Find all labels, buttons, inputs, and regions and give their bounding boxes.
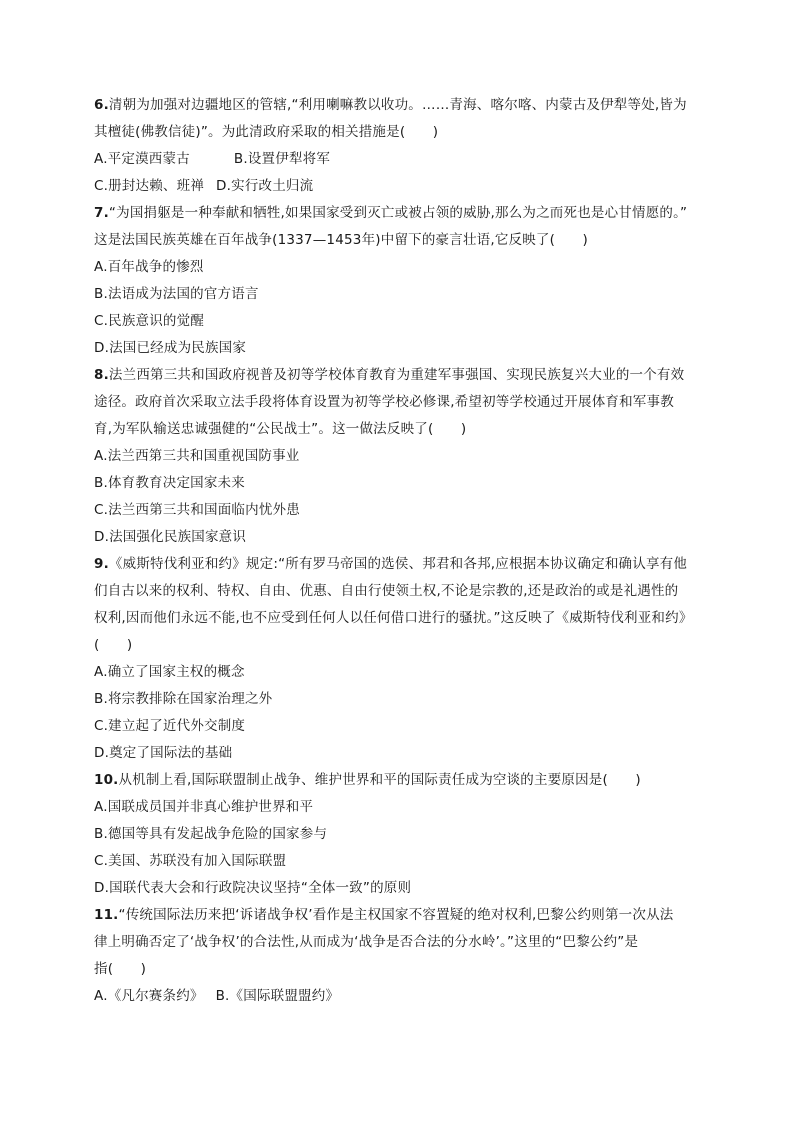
answer-option: D.国联代表大会和行政院决议坚持“全体一致”的原则: [94, 880, 412, 896]
answer-option: B.《国际联盟盟约》: [215, 988, 340, 1004]
question-text-line: [94, 416, 714, 443]
question-10: [94, 767, 714, 902]
question-number: 8.: [94, 367, 109, 383]
answer-option: A.确立了国家主权的概念: [94, 664, 245, 680]
answer-option: B.将宗教排除在国家治理之外: [94, 691, 273, 707]
answer-option: B.体育教育决定国家未来: [94, 475, 245, 491]
option-row: [94, 146, 714, 173]
answer-option: B.德国等具有发起战争危险的国家参与: [94, 826, 328, 842]
question-9: [94, 551, 714, 767]
option-row: [94, 740, 714, 767]
question-text-line: [94, 956, 714, 983]
question-text: 清朝为加强对边疆地区的管辖,“利用喇嘛教以收功。……青海、喀尔喀、内蒙古及伊犁等处,皆为: [108, 97, 687, 113]
question-text-line: [94, 119, 714, 146]
answer-option: D.法国强化民族国家意识: [94, 529, 247, 545]
question-number: 7.: [94, 205, 109, 221]
question-8: [94, 362, 714, 551]
question-number: 9.: [94, 556, 109, 572]
answer-option: D.奠定了国际法的基础: [94, 745, 233, 761]
answer-option: B.法语成为法国的官方语言: [94, 286, 259, 302]
question-text-line: [94, 632, 714, 659]
option-row: [94, 821, 714, 848]
question-6: [94, 92, 714, 200]
question-text-line: [94, 551, 714, 578]
question-text-line: [94, 362, 714, 389]
option-row: [94, 254, 714, 281]
question-text: ( ): [94, 637, 133, 653]
question-number: 6.: [94, 97, 109, 113]
question-7: [94, 200, 714, 362]
option-row: [94, 308, 714, 335]
question-number: 10.: [94, 772, 119, 788]
question-text: 律上明确否定了‘战争权’的合法性,从而成为‘战争是否合法的分水岭’。”这里的“巴黎公约”是: [94, 934, 639, 950]
answer-option: A.平定漠西蒙古: [94, 151, 190, 167]
question-text: 这是法国民族英雄在百年战争(1337—1453年)中留下的豪言壮语,它反映了( ): [94, 232, 588, 248]
question-text: 《威斯特伐利亚和约》规定:“所有罗马帝国的选侯、邦君和各邦,应根据本协议确定和确认享有他: [108, 556, 688, 572]
question-text-line: [94, 605, 714, 632]
answer-option: D.法国已经成为民族国家: [94, 340, 247, 356]
answer-option: A.百年战争的惨烈: [94, 259, 204, 275]
option-row: [94, 794, 714, 821]
question-text-line: [94, 200, 714, 227]
option-row: [94, 713, 714, 740]
option-row: [94, 335, 714, 362]
option-row: [94, 281, 714, 308]
question-text-line: [94, 227, 714, 254]
question-text-line: [94, 902, 714, 929]
answer-option: A.国联成员国并非真心维护世界和平: [94, 799, 314, 815]
question-text: 其檀徒(佛教信徒)”。为此清政府采取的相关措施是( ): [94, 124, 439, 140]
option-row: [94, 470, 714, 497]
question-text: 权利,因而他们永远不能,也不应受到任何人以任何借口进行的骚扰。”这反映了《威斯特伐利亚和约》: [94, 610, 693, 626]
option-row: [94, 497, 714, 524]
answer-option: A.《凡尔赛条约》: [94, 988, 204, 1004]
question-text: 们自古以来的权利、特权、自由、优惠、自由行使领土权,不论是宗教的,还是政治的或是礼遇性的: [94, 583, 679, 599]
answer-option: C.建立起了近代外交制度: [94, 718, 246, 734]
answer-option: B.设置伊犁将军: [233, 151, 331, 167]
question-text-line: [94, 92, 714, 119]
question-text-line: [94, 578, 714, 605]
option-row: [94, 875, 714, 902]
question-text-line: [94, 767, 714, 794]
answer-option: A.法兰西第三共和国重视国防事业: [94, 448, 300, 464]
answer-option: C.册封达赖、班禅: [94, 178, 205, 194]
question-text: “为国捐躯是一种奉献和牺牲,如果国家受到灭亡或被占领的威胁,那么为之而死也是心甘情愿的。”: [108, 205, 688, 221]
option-row: [94, 659, 714, 686]
option-row: [94, 686, 714, 713]
question-text: 途径。政府首次采取立法手段将体育设置为初等学校必修课,希望初等学校通过开展体育和军事教: [94, 394, 674, 410]
question-text: “传统国际法历来把‘诉诸战争权’看作是主权国家不容置疑的绝对权利,巴黎公约则第一次从法: [118, 907, 674, 923]
question-text: 指( ): [94, 961, 147, 977]
question-text: 从机制上看,国际联盟制止战争、维护世界和平的国际责任成为空谈的主要原因是( ): [118, 772, 641, 788]
option-row: [94, 848, 714, 875]
answer-option: C.民族意识的觉醒: [94, 313, 205, 329]
option-row: [94, 173, 714, 200]
option-row: [94, 443, 714, 470]
answer-option: C.法兰西第三共和国面临内忧外患: [94, 502, 300, 518]
option-row: [94, 983, 714, 1010]
exam-page: [94, 92, 714, 1010]
question-text: 法兰西第三共和国政府视普及初等学校体育教育为重建军事强国、实现民族复兴大业的一个有效: [108, 367, 685, 383]
question-11: [94, 902, 714, 1010]
answer-option: C.美国、苏联没有加入国际联盟: [94, 853, 287, 869]
option-row: [94, 524, 714, 551]
answer-option: D.实行改土归流: [216, 178, 314, 194]
question-text-line: [94, 929, 714, 956]
question-text: 育,为军队输送忠诚强健的“公民战士”。这一做法反映了( ): [94, 421, 467, 437]
question-text-line: [94, 389, 714, 416]
question-number: 11.: [94, 907, 119, 923]
